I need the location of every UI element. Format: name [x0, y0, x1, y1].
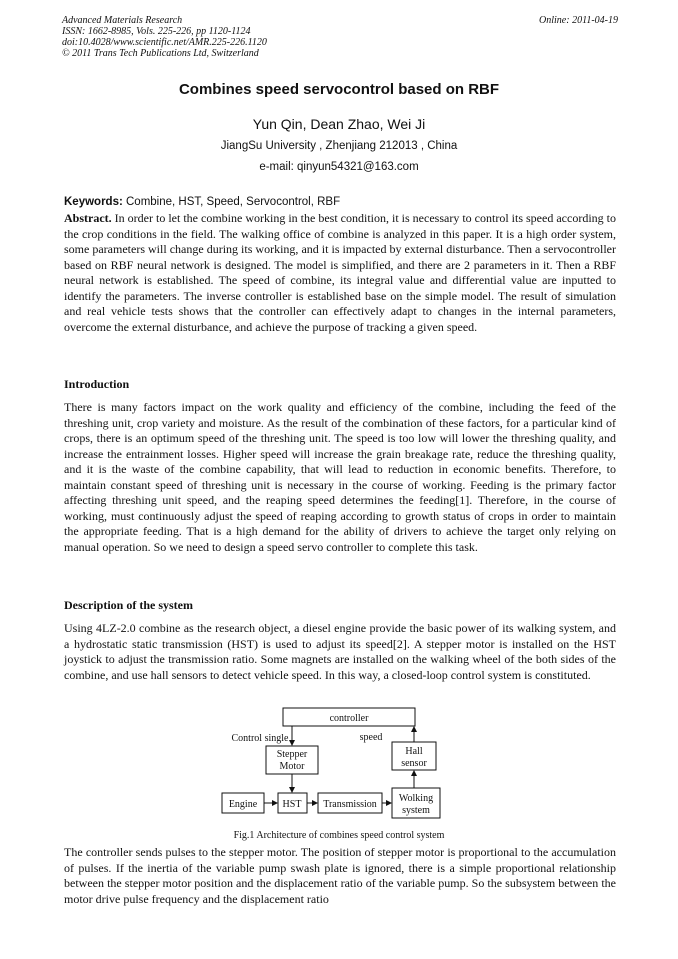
control-single-label: Control single: [231, 733, 289, 744]
paper-title: Combines speed servocontrol based on RBF: [178, 81, 500, 98]
affiliation: JiangSu University , Zhenjiang 212013 , China: [220, 140, 458, 152]
journal-name: Advanced Materials Research: [62, 15, 183, 26]
description-heading: Description of the system: [64, 598, 193, 612]
speed-label: speed: [359, 732, 383, 743]
hst-label: HST: [282, 799, 302, 810]
transmission-label: Transmission: [323, 799, 377, 810]
authors: Yun Qin, Dean Zhao, Wei Ji: [252, 116, 426, 132]
keywords-text: Combine, HST, Speed, Servocontrol, RBF: [122, 196, 341, 208]
walking-label-1: Wolking: [398, 793, 434, 804]
controller-label: controller: [329, 713, 369, 724]
description-text: Using 4LZ-2.0 combine as the research object, a diesel engine provide the basic power of its walking system, and a hydrostatic static transmission (HST) is used to adjust its speed[2]. A stepper motor is installed on the HST joystick to adjust the transmission ratio. Some magnets are installed on the walking wheel of the both sides of the combine, and use hall sensors to detect vehicle speed. In this way, a closed-loop control system is constituted.: [64, 621, 616, 682]
architecture-diagram: [200, 704, 480, 824]
doi: doi:10.4028/www.scientific.net/AMR.225-226.1120: [62, 37, 267, 48]
stepper-label-1: Stepper: [276, 749, 308, 760]
online-date: Online: 2011-04-19: [539, 15, 618, 26]
issn: ISSN: 1662-8985, Vols. 225-226, pp 1120-1124: [62, 26, 251, 37]
journal-header: [62, 15, 618, 59]
introduction-heading: Introduction: [64, 377, 130, 391]
abstract: [64, 211, 616, 335]
engine-label: Engine: [228, 799, 258, 810]
copyright: © 2011 Trans Tech Publications Ltd, Switzerland: [62, 48, 259, 59]
stepper-label-2: Motor: [279, 761, 305, 772]
abstract-text: In order to let the combine working in the best condition, it is necessary to control its speed according to the crop conditions in the field. The walking office of combine is analyzed in this paper. It is a high order system, some parameters will change during its working, and it is impacted by external disturbance. Then a servocontroller based on RBF neural network is designed. The model is simplified, and there are 2 parameters in it. Then a RBF neural network is established. The speed of combine, its integral value and differential value are inputted to identify the parameters. The inverse controller is established base on the simple model. The result of simulation and real vehicle tests shows that the controller can effectively adapt to changes in the internal parameters, overcome the external disturbance, and achieve the purpose of tracking a given speed.: [64, 211, 616, 334]
figure-caption: Fig.1 Architecture of combines speed control system: [233, 830, 445, 841]
after-figure-text: The controller sends pulses to the stepper motor. The position of stepper motor is proportional to the accumulation of pulses. If the inertia of the variable pump swash plate is ignored, there is a simple proportional relationship between the stepper motor position and the displacement ratio of the variable pump. So the subsystem between the motor drive pulse frequency and the displacement ratio: [64, 845, 616, 906]
introduction-text: There is many factors impact on the work quality and efficiency of the combine, including the feed of the threshing unit, crop variety and moisture. As the result of the combination of these factors, for a particular kind of crops, there is an optimum speed of the threshing unit. The speed is too low will lower the threshing quality, and increase the entrainment losses. Higher speed will increase the grain breakage rate, reduce the threshing quality, and it is the waste of the combine capability, that will lead to reduction in economic benefits. Therefore, to maintain constant speed of threshing unit is necessary in the course of working. Feeding is the primary factor affecting threshing unit speed, and the reaping speed determines the feeding[1]. Therefore, in the course of working, must continuously adjust the speed of reaping according to growth status of crops in order to maintain the appropriate feeding. That is a high demand for the ability of drivers to achieve the target only relying on manual operation. So we need to design a speed servo controller to complete this task.: [64, 400, 616, 554]
keywords-label: Keywords:: [64, 196, 123, 208]
hall-label-2: sensor: [401, 758, 427, 769]
walking-label-2: system: [402, 805, 430, 816]
hall-label-1: Hall: [405, 746, 423, 757]
email: e-mail: qinyun54321@163.com: [259, 161, 419, 173]
keywords: [64, 196, 616, 208]
abstract-label: Abstract.: [64, 211, 112, 225]
system-architecture-figure: [200, 704, 480, 824]
